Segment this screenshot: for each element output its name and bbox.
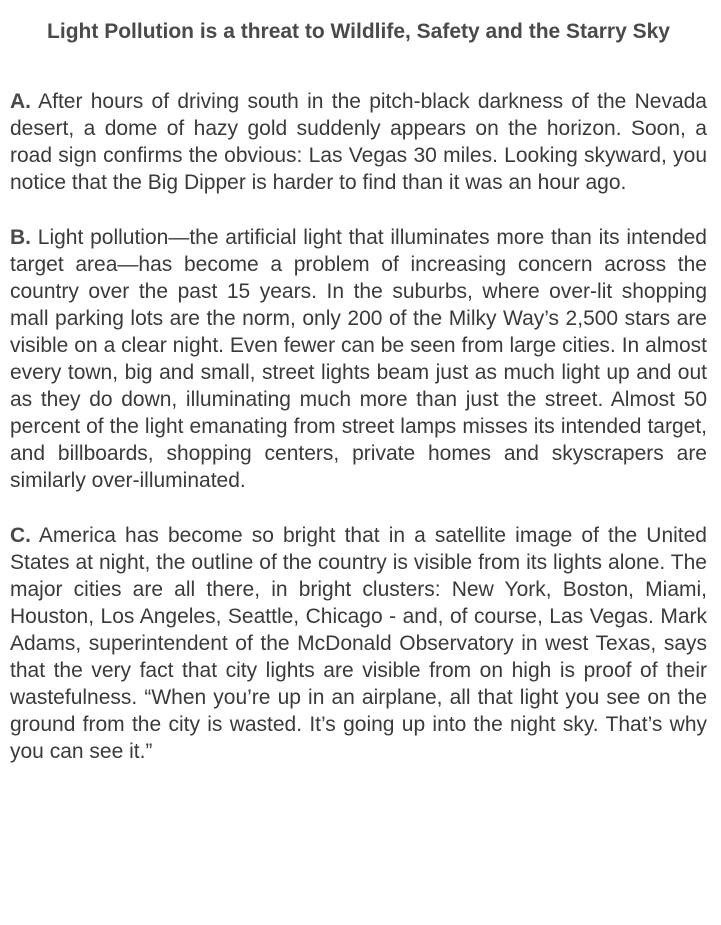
page-title: Light Pollution is a threat to Wildlife, Safety and the Starry Sky <box>47 20 670 43</box>
paragraph-a <box>10 88 707 196</box>
paragraph-c <box>10 522 707 765</box>
paragraph-text: Light pollution—the artificial light that illuminates more than its intended target area—has become a problem of increasing concern across the country over the past 15 years. In the suburbs, where over-lit shopping mall parking lots are the norm, only 200 of the Milky Way’s 2,500 stars are visible on a clear night. Even fewer can be seen from large cities. In almost every town, big and small, street lights beam just as much light up and out as they do down, illuminating much more than just the street. Almost 50 percent of the light emanating from street lamps misses its intended target, and billboards, shopping centers, private homes and skyscrapers are similarly over-illuminated. <box>10 226 707 492</box>
paragraph-text: After hours of driving south in the pitch-black darkness of the Nevada desert, a dome of hazy gold suddenly appears on the horizon. Soon, a road sign confirms the obvious: Las Vegas 30 miles. Looking skyward, you notice that the Big Dipper is harder to find than it was an hour ago. <box>10 90 707 194</box>
paragraph-text: America has become so bright that in a satellite image of the United States at night, the outline of the country is visible from its lights alone. The major cities are all there, in bright clusters: New York, Boston, Miami, Houston, Los Angeles, Seattle, Chicago - and, of course, Las Vegas. Mark Adams, superintendent of the McDonald Observatory in west Texas, says that the very fact that city lights are visible from on high is proof of their wastefulness. “When you’re up in an airplane, all that light you see on the ground from the city is wasted. It’s going up into the night sky. That’s why you can see it.” <box>10 524 707 763</box>
paragraph-label: A. <box>10 90 31 113</box>
paragraph-label: C. <box>10 524 31 547</box>
paragraph-label: B. <box>10 226 31 249</box>
paragraph-b <box>10 224 707 494</box>
